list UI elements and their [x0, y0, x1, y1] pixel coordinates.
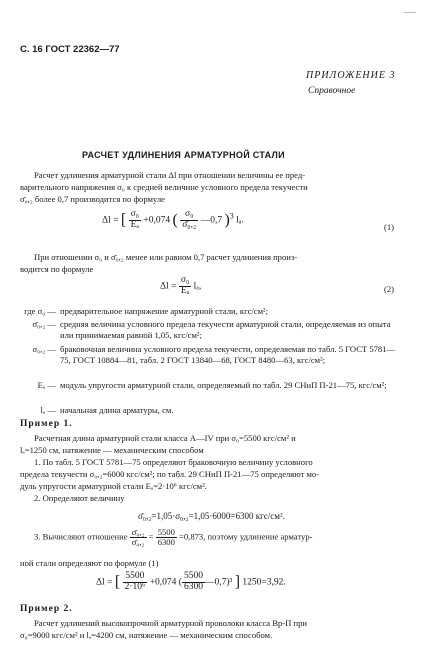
appendix-type: Справочное: [308, 86, 356, 96]
appendix-label: ПРИЛОЖЕНИЕ 3: [306, 70, 396, 81]
fraction-denominator: 2·10⁶: [124, 581, 146, 592]
bracket-open: [: [120, 211, 127, 229]
example-1-step-1-line-3: дуль упругости арматурной стали Eₐ=2·10⁶ кгс/см².: [20, 481, 207, 491]
example-1-step-3-line-2: ной стали определяют по формуле (1): [20, 558, 159, 568]
bracket-open: [: [114, 573, 121, 591]
formula-1-fraction-2: [180, 210, 198, 231]
formula-1-tail: lₐ.: [236, 215, 244, 226]
intro-line-1: Расчет удлинения арматурной стали Δl при отношении величины ее пред-: [34, 170, 306, 180]
example-2-line-1: Расчет удлинений высокопрочной арматурной проволоки класса Вр-П при: [34, 618, 307, 628]
formula-2-lhs: Δl =: [160, 281, 177, 292]
final-minus-term: —0,7)³: [204, 577, 233, 588]
fraction-denominator: σ̄₀,₂: [131, 537, 145, 548]
definition-text: браковочная величина условного предела текучести, определяемая по табл. 5 ГОСТ 5781—75, ГОСТ 10884—81, табл. 2 ГОСТ 13840—68, ГОСТ 8480—63, кгс/см²;: [60, 344, 396, 365]
scan-mark: [404, 12, 416, 13]
step-3-equals: =: [148, 531, 154, 542]
definition-item: [20, 306, 405, 318]
formula-2-number: (2): [384, 284, 395, 294]
definition-text: предварительное напряжение арматурной стали, кгс/см²;: [60, 306, 269, 316]
definition-item: [20, 405, 405, 417]
formula-1: [102, 210, 244, 231]
definition-item: [20, 344, 405, 378]
fraction-numerator: σ̄₀,₂: [131, 527, 145, 537]
final-fraction-2: [182, 572, 205, 593]
final-fraction-1: [123, 572, 148, 593]
example-1-line-2: lₐ=1250 см, натяжение — механическим способом: [20, 445, 204, 455]
fraction-numerator: 5500: [123, 572, 148, 583]
intro-line-3: σ̄₀,₂ более 0,7 производится по формуле: [20, 194, 165, 204]
fraction-numerator: 5500: [183, 571, 203, 581]
formula-2: [160, 276, 201, 297]
fraction-denominator: Eₐ: [130, 219, 139, 230]
final-tail: 1250=3,92.: [242, 577, 286, 588]
paren-open: (: [178, 577, 182, 588]
formula-1-minus-term: —0,7: [200, 215, 223, 226]
fraction-numerator: σ₀: [180, 275, 190, 285]
step-3-ratio-fraction: [130, 528, 147, 547]
definition-text: модуль упругости арматурной стали, определяемый по табл. 29 СНиП П-21—75, кгс/см²;: [60, 380, 387, 390]
step-3-value-fraction: [156, 528, 177, 547]
formula-1-number: (1): [384, 222, 395, 232]
final-formula: [96, 572, 286, 593]
definition-text: начальная длина арматуры, см.: [60, 405, 174, 415]
definition-item: [20, 319, 405, 343]
fraction-denominator: Eₐ: [180, 285, 190, 296]
step-3-suffix: =0,873, поэтому удлинение арматур-: [179, 531, 313, 542]
fraction-numerator: σ₀: [180, 210, 198, 221]
example-1-step-2-formula: σ̄₀,₂=1,05·σ₀,₂=1,05·6000=6300 кгс/см².: [138, 511, 285, 521]
formula-1-plus-term: +0,074: [143, 215, 171, 226]
fraction-denominator: 6300: [157, 537, 175, 548]
definition-symbol: σ₀,₂ —: [32, 344, 56, 354]
text-2-line-1: При отношении σ₀ и σ̄₀,₂ менее или равном 0,7 расчет удлинения произ-: [34, 252, 298, 262]
example-2-heading: Пример 2.: [20, 604, 73, 614]
text-2-line-2: водится по формуле: [20, 264, 94, 274]
formula-2-tail: lₐ,: [193, 281, 202, 292]
example-1-step-1-line-1: 1. По табл. 5 ГОСТ 5781—75 определяют браковочную величину условного: [34, 457, 313, 467]
document-title: РАСЧЕТ УДЛИНЕНИЯ АРМАТУРНОЙ СТАЛИ: [82, 150, 285, 160]
bracket-close: ]: [234, 573, 241, 591]
example-1-step-1-line-2: предела текучести σ₀,₂=6000 кгс/см²; по табл. 29 СНиП П-21—75 определяют мо-: [20, 469, 320, 479]
formula-2-fraction: [179, 276, 191, 297]
final-lhs: Δl =: [96, 577, 113, 588]
definition-symbol: Eₐ —: [37, 380, 56, 390]
example-1-heading: Пример 1.: [20, 419, 73, 429]
fraction-denominator: σ̄₀,₂: [182, 219, 197, 230]
paren-close: ): [224, 211, 230, 229]
final-plus-term: +0,074: [149, 577, 177, 588]
paren-open: (: [172, 211, 178, 229]
example-2-line-2: σ₀=9000 кгс/см² и lₐ=4200 см, натяжение — механическим способом.: [20, 630, 273, 640]
definition-symbol: σ̄₀,₂ —: [32, 319, 56, 329]
formula-1-power: 3: [229, 211, 234, 221]
example-1-step-2: 2. Определяют величину: [34, 493, 125, 503]
definition-text: средняя величина условного предела текучести арматурной стали, определяемая из опыта или принимаемая равной 1,05, кгс/см²;: [60, 319, 391, 340]
definition-item: [20, 380, 405, 404]
intro-line-2: варительного напряжения σ₀ к средней величине условного предела текучести: [20, 182, 308, 192]
fraction-numerator: 5500: [157, 527, 175, 537]
step-3-prefix: 3. Вычисляют отношение: [34, 531, 128, 542]
formula-1-fraction-1: [129, 210, 141, 231]
definition-symbol: где σ₀ —: [24, 306, 56, 316]
definition-symbol: lₐ —: [40, 405, 56, 415]
formula-1-lhs: Δl =: [102, 215, 119, 226]
fraction-numerator: σ₀: [130, 209, 139, 219]
page-reference: С. 16 ГОСТ 22362—77: [20, 44, 120, 55]
example-1-line-1: Расчетная длина арматурной стали класса А—IV при σ₀=5500 кгс/см² и: [34, 433, 296, 443]
fraction-denominator: 6300: [183, 581, 203, 592]
example-1-step-3: [34, 528, 313, 547]
